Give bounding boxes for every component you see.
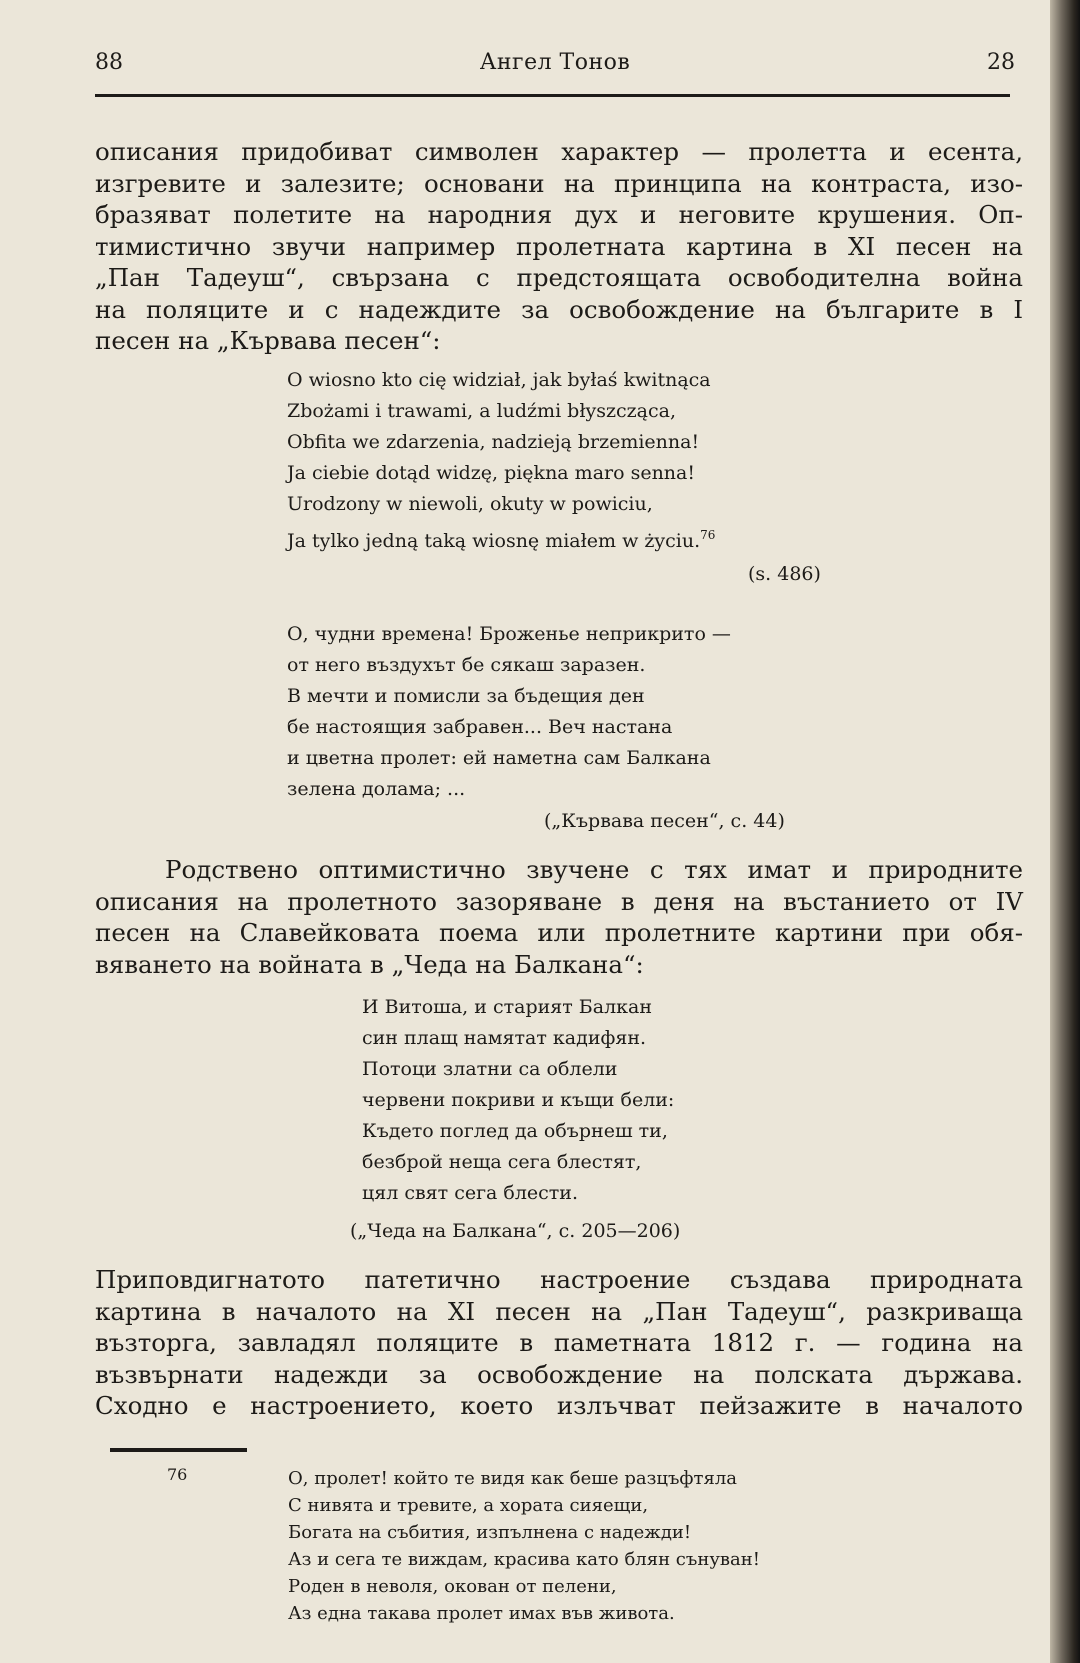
- footnote-number: 76: [167, 1465, 188, 1484]
- running-title: Ангел Тонов: [479, 50, 631, 75]
- polish-verse: [287, 365, 715, 557]
- footnote-rule: [110, 1448, 247, 1452]
- paragraph-1: [95, 136, 1023, 357]
- polish-verse-citation: (s. 486): [748, 563, 821, 585]
- verse-line: И Витоша, и старият Балкан: [362, 996, 653, 1018]
- text-line: изгревите и залезите; основани на принципа на контраста, изо-: [95, 168, 1023, 198]
- verse-line: от него въздухът бе сякаш заразен.: [287, 654, 646, 676]
- footnote-text: [288, 1465, 760, 1627]
- verse-line: цял свят сега блести.: [362, 1182, 579, 1204]
- page-number-left: 88: [95, 50, 123, 75]
- footnote-line: Аз една такава пролет имах във живота.: [288, 1603, 675, 1624]
- book-spine-shadow: [1050, 0, 1080, 1663]
- text-line: Родствено оптимистично звучене с тях имат и природните: [165, 855, 1023, 884]
- footnote-line: С нивята и тревите, а хората сияещи,: [288, 1495, 649, 1516]
- verse-line: Urodzony w niewoli, okuty w powiciu,: [287, 493, 653, 515]
- text-line: възвърнати надежди за освобождение на полската държава.: [95, 1359, 1023, 1389]
- text-line: „Пан Тадеуш“, свързана с предстоящата освободителна война: [95, 263, 1023, 292]
- text-line: песен на „Кървава песен“:: [95, 326, 441, 355]
- footnote-reference: 76: [700, 528, 716, 542]
- verse-line: В мечти и помисли за бъдещия ден: [287, 685, 645, 707]
- text-line: Сходно е настроението, което излъчват пейзажите в началото: [95, 1391, 1023, 1420]
- page-number-right: 28: [987, 50, 1015, 75]
- text-line: описания придобиват символен характер — пролетта и есента,: [95, 137, 1023, 166]
- footnote-line: Роден в неволя, окован от пелени,: [288, 1576, 617, 1597]
- verse-line: Obfita we zdarzenia, nadzieją brzemienna!: [287, 431, 700, 453]
- running-head: [95, 50, 1015, 86]
- verse-line: [287, 520, 715, 557]
- verse-line: O wiosno kto cię widział, jak byłaś kwitnąca: [287, 369, 711, 391]
- text-line: Приповдигнатото патетично настроение създава природната: [95, 1265, 1023, 1294]
- paragraph-3: [95, 1264, 1023, 1422]
- verse-line-text: Ja tylko jedną taką wiosnę miałem w życiu.: [287, 530, 701, 552]
- footnote-line: О, пролет! който те видя как беше разцъфтяла: [288, 1468, 737, 1489]
- vitosha-verse-citation: („Чеда на Балкана“, с. 205—206): [350, 1220, 681, 1242]
- verse-line: зелена долама; ...: [287, 778, 466, 800]
- paragraph-2: [95, 854, 1023, 980]
- text-line: вяването на войната в „Чеда на Балкана“:: [95, 949, 644, 979]
- footnote-line: Аз и сега те виждам, красива като блян сънуван!: [288, 1549, 761, 1570]
- verse-line: Където поглед да обърнеш ти,: [362, 1120, 668, 1142]
- verse-line: червени покриви и къщи бели:: [362, 1089, 675, 1111]
- text-line: бразяват полетите на народния дух и неговите крушения. Оп-: [95, 200, 1023, 229]
- footnote-line: Богата на събития, изпълнена с надежди!: [288, 1522, 692, 1543]
- text-line: картина в началото на XI песен на „Пан Тадеуш“, разкриваща: [95, 1296, 1023, 1326]
- text-line: песен на Славейковата поема или пролетните картини при обя-: [95, 918, 1023, 947]
- verse-line: бе настоящия забравен... Веч настана: [287, 716, 673, 738]
- verse-line: Потоци златни са облели: [362, 1058, 618, 1080]
- verse-line: и цветна пролет: ей наметна сам Балкана: [287, 747, 711, 769]
- verse-line: син плащ намятат кадифян.: [362, 1027, 647, 1049]
- vitosha-verse: [362, 992, 674, 1209]
- verse-line: Zbożami i trawami, a ludźmi błyszcząca,: [287, 400, 676, 422]
- text-line: тимистично звучи например пролетната картина в XI песен на: [95, 231, 1023, 261]
- text-line: описания на пролетното зазоряване в деня на въстанието от IV: [95, 886, 1023, 916]
- verse-line: Ja ciebie dotąd widzę, piękna maro senna!: [287, 462, 696, 484]
- header-rule: [95, 94, 1010, 97]
- bulgarian-verse: [287, 619, 731, 805]
- text-line: възторга, завладял поляците в паметната 1812 г. — година на: [95, 1328, 1023, 1357]
- bulgarian-verse-citation: („Кървава песен“, с. 44): [544, 810, 785, 832]
- verse-line: О, чудни времена! Броженье неприкрито —: [287, 623, 731, 645]
- text-line: на поляците и с надеждите за освобождение на българите в I: [95, 294, 1023, 324]
- verse-line: безброй неща сега блестят,: [362, 1151, 642, 1173]
